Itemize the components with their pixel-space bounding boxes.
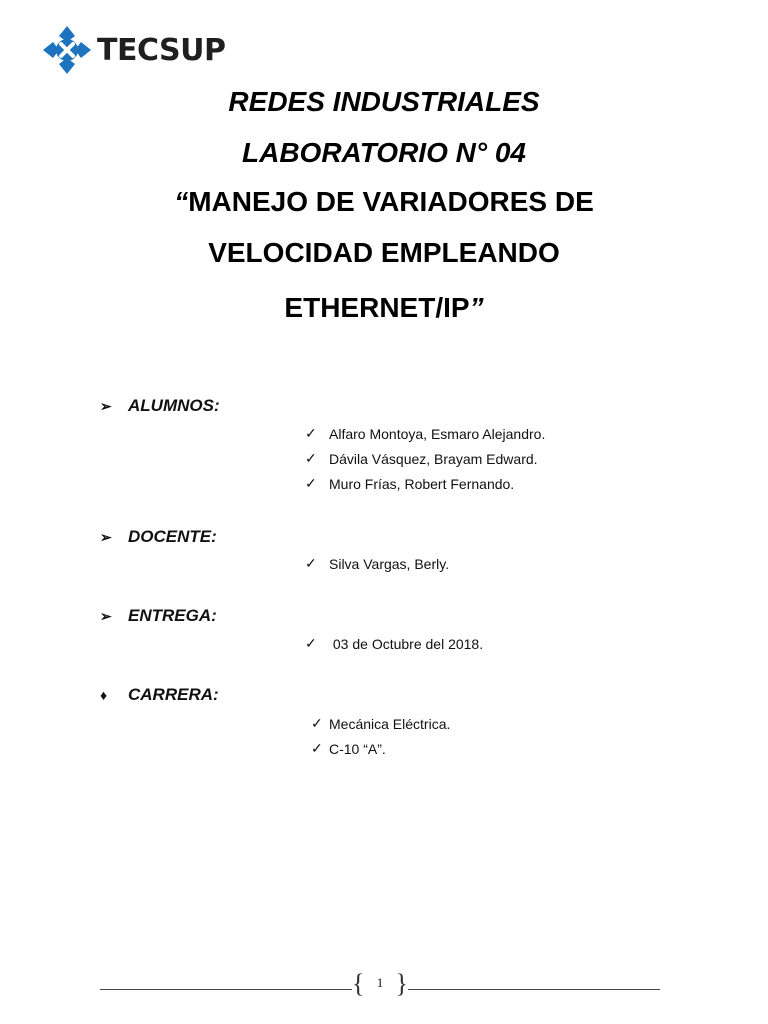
right-brace: } xyxy=(395,969,408,998)
list-item xyxy=(305,631,483,656)
diamond-bullet-icon: ♦ xyxy=(100,687,108,703)
arrow-bullet-icon: ➢ xyxy=(100,607,112,624)
check-icon: ✓ xyxy=(311,715,323,731)
teacher-name: Silva Vargas, Berly. xyxy=(329,555,450,572)
check-icon: ✓ xyxy=(305,450,317,466)
lab-number: LABORATORIO N° 04 xyxy=(242,137,526,168)
carrera-list xyxy=(311,711,450,761)
tecsup-logo xyxy=(41,24,225,76)
section-label-carrera: CARRERA: xyxy=(128,685,219,704)
class-group: C-10 “A”. xyxy=(329,740,386,757)
open-quote: “ xyxy=(174,186,189,217)
section-label-entrega: ENTREGA: xyxy=(128,606,217,625)
list-item xyxy=(311,711,450,736)
report-title-line-2: VELOCIDAD EMPLEANDO xyxy=(208,237,560,268)
check-icon: ✓ xyxy=(305,475,317,491)
close-quote: ” xyxy=(469,292,484,323)
section-alumnos xyxy=(100,396,220,416)
section-docente xyxy=(100,527,217,547)
section-label-docente: DOCENTE: xyxy=(128,527,217,546)
footer-divider-right xyxy=(408,989,660,990)
footer-divider-left xyxy=(100,989,352,990)
list-item xyxy=(305,421,545,446)
list-item xyxy=(311,736,450,761)
section-label-alumnos: ALUMNOS: xyxy=(128,396,220,415)
arrow-bullet-icon: ➢ xyxy=(100,528,112,545)
docente-list xyxy=(305,551,449,576)
list-item xyxy=(305,446,545,471)
report-title-line-1-text: MANEJO DE VARIADORES DE xyxy=(188,186,594,217)
left-brace: { xyxy=(352,969,365,998)
page-number-box xyxy=(352,969,408,998)
student-name: Dávila Vásquez, Brayam Edward. xyxy=(329,450,538,467)
entrega-list xyxy=(305,631,483,656)
check-icon: ✓ xyxy=(305,555,317,571)
page-number: 1 xyxy=(376,975,384,990)
career-name: Mecánica Eléctrica. xyxy=(329,715,451,732)
check-icon: ✓ xyxy=(305,425,317,441)
report-title-line-1 xyxy=(0,186,768,218)
student-name: Muro Frías, Robert Fernando. xyxy=(329,475,515,492)
check-icon: ✓ xyxy=(311,740,323,756)
report-title-line-3-text: ETHERNET/IP xyxy=(284,292,470,323)
section-entrega xyxy=(100,606,217,626)
alumnos-list xyxy=(305,421,545,496)
arrow-bullet-icon: ➢ xyxy=(100,397,112,414)
check-icon: ✓ xyxy=(305,635,317,651)
delivery-date: 03 de Octubre del 2018. xyxy=(329,635,484,652)
list-item xyxy=(305,471,545,496)
section-carrera xyxy=(100,685,219,705)
tecsup-logo-icon xyxy=(41,24,93,76)
logo-text: TECSUP xyxy=(97,32,226,68)
student-name: Alfaro Montoya, Esmaro Alejandro. xyxy=(329,425,546,442)
list-item xyxy=(305,551,449,576)
report-title-line-3 xyxy=(0,292,768,324)
course-title: REDES INDUSTRIALES xyxy=(228,86,540,117)
